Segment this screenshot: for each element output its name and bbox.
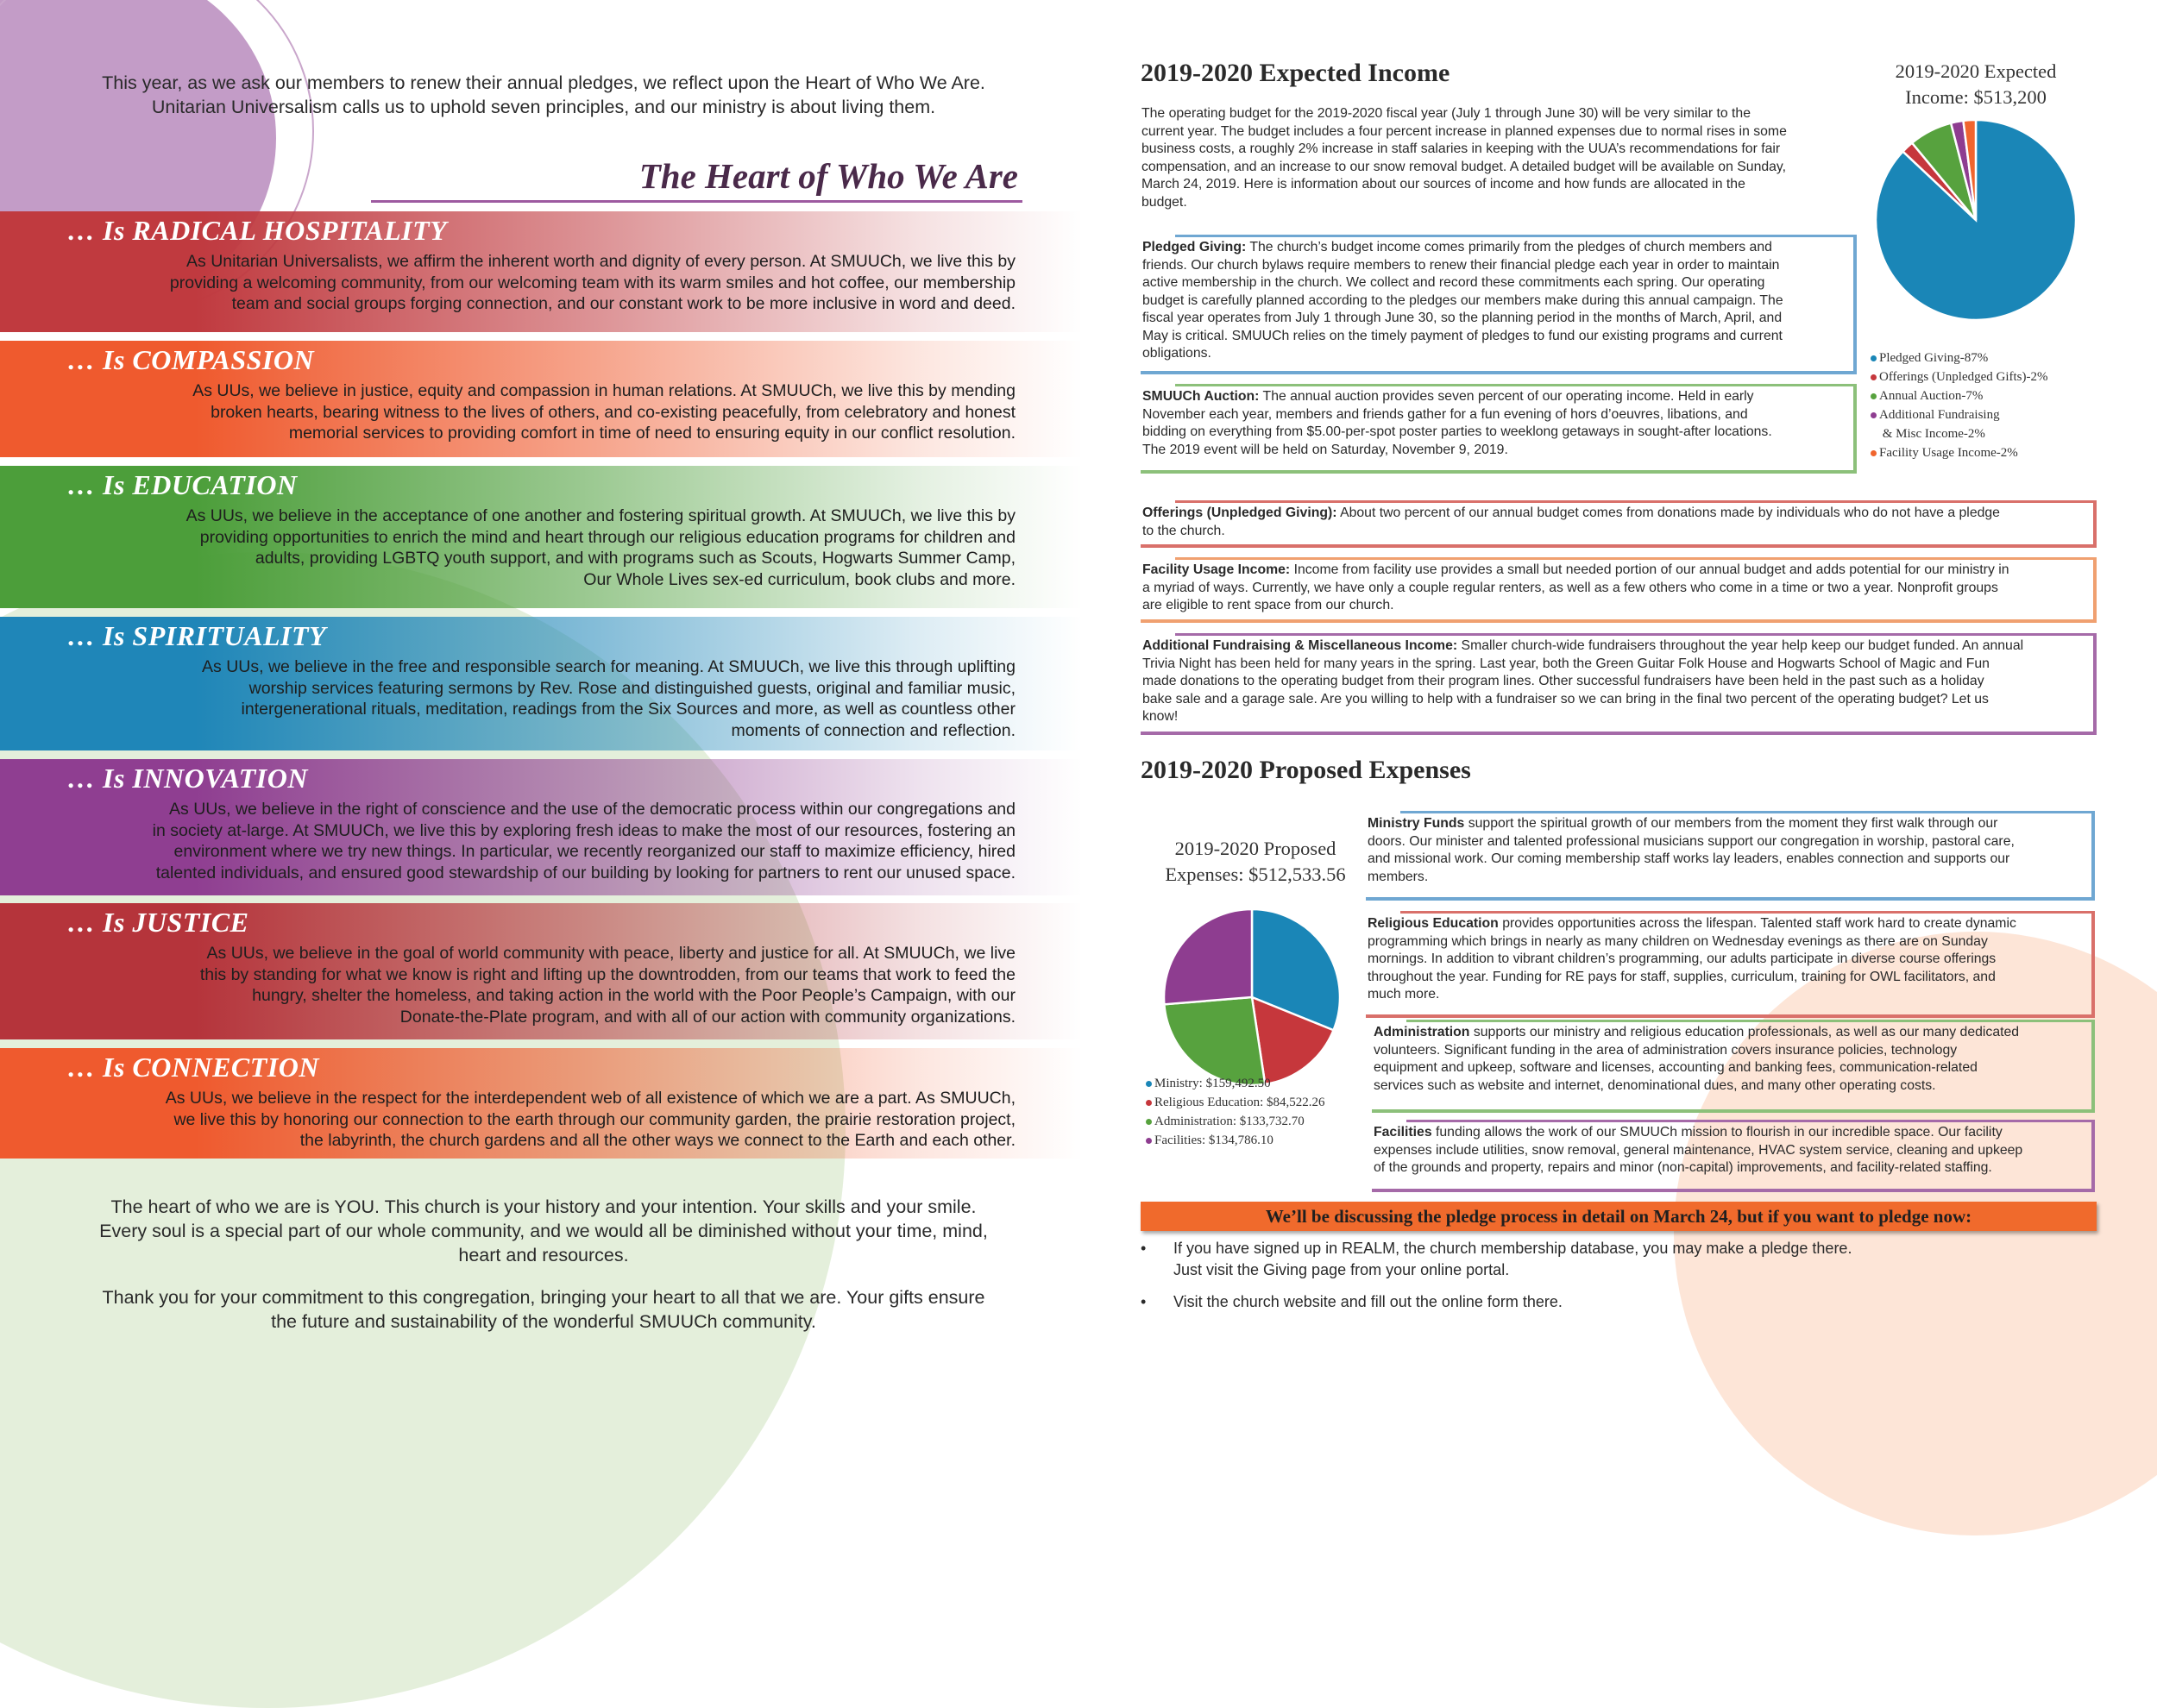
legend-label: Administration: $133,732.70	[1154, 1115, 1305, 1128]
text-box-text: Trivia Night has been held for many years in the spring. Last year, both the Green Guitar Folk House and Hogwarts School of Magic and Fun	[1142, 656, 1990, 671]
income-intro	[1141, 105, 1858, 211]
text-box-text: obligations.	[1142, 346, 1211, 361]
text-box-text: active membership in the church. We collect and record these commitments each spring. Our operating	[1142, 275, 1765, 290]
value-band	[0, 211, 1083, 332]
income-chart-title	[1855, 59, 2097, 110]
text-box-line	[1142, 691, 2090, 709]
text-box-line	[1142, 442, 1850, 460]
text-box-top-edge	[1400, 811, 2095, 813]
text-box-text: and missional work. Our coming membership staff works lay leaders, enables connection and supports our	[1368, 851, 2010, 866]
band-text-line: we live this by honoring our connection to the earth through our community garden, the prairie restoration project,	[173, 1109, 1016, 1129]
text-box-text: mornings. In addition to vibrant children’s programming, our adults participate in diverse course offerings	[1368, 951, 1997, 966]
expenses-heading: 2019-2020 Proposed Expenses	[1141, 756, 1471, 784]
text-box-text: volunteers. Significant funding in the area of administration covers insurance policies, technology	[1374, 1042, 1958, 1058]
text-box-line	[1142, 388, 1850, 406]
income-chart-legend	[1871, 349, 2104, 462]
legend-item	[1871, 424, 2104, 443]
income-intro-line: business costs, a roughly 2% increase in staff salaries in keeping with the UUA’s recommendations for fair	[1141, 141, 1781, 156]
text-box-label: Additional Fundraising & Miscellaneous Income:	[1142, 638, 1458, 653]
band-text-line: As UUs, we believe in justice, equity and compassion in human relations. At SMUUCh, we live this by mending	[192, 381, 1016, 400]
band-text-line: Our Whole Lives sex-ed curriculum, book clubs and more.	[583, 569, 1016, 589]
band-heading: … Is INNOVATION	[67, 763, 308, 794]
text-box-text: The 2019 event will be held on Saturday, November 9, 2019.	[1142, 442, 1508, 457]
income-chart-title-line: Income: $513,200	[1905, 86, 2047, 108]
text-box-text: made donations to the operating budget from their program lines. Other successful fundraisers have been held in the past such as a holiday	[1142, 674, 1984, 688]
income-intro-line: The operating budget for the 2019-2020 fiscal year (July 1 through June 30) will be very similar to the	[1141, 106, 1751, 121]
legend-label: Ministry: $159,492.50	[1154, 1077, 1271, 1090]
bullet-text: Visit the church website and fill out the online form there.	[1173, 1293, 1563, 1310]
band-text-line: hungry, shelter the homeless, and taking action in the world with the Poor People’s Campaign, with our	[252, 986, 1016, 1005]
text-box-text: doors. Our minister and talented professional musicians support our congregation in worship, pastoral care,	[1368, 833, 2015, 849]
pledge-instructions	[1141, 1238, 2090, 1313]
text-box-text: Smaller church-wide fundraisers throughout the year help keep our budget funded. An annual	[1457, 638, 2024, 653]
expense-chart-title-line: 2019-2020 Proposed	[1174, 838, 1336, 859]
text-box-text: bake sale and a garage sale. Are you willing to help with a fundraiser so we can bring in the final two percent of the operating budget? Let us	[1142, 691, 1989, 706]
bullet-text: Just visit the Giving page from your online portal.	[1173, 1261, 1510, 1278]
band-heading: … Is COMPASSION	[67, 344, 315, 375]
intro-line: This year, as we ask our members to renew their annual pledges, we reflect upon the Heart of Who We Are.	[102, 72, 985, 93]
text-box-text: programming which brings in nearly as many children on Wednesday evenings as there are on Sunday	[1368, 933, 1988, 949]
closing-line: Thank you for your commitment to this congregation, bringing your heart to all that we are. Your gifts ensure	[102, 1287, 985, 1308]
text-box-text: know!	[1142, 709, 1179, 724]
text-box-content	[1374, 1124, 2088, 1177]
band-text-line: providing opportunities to enrich the mind and heart through our religious education programs for children and	[199, 527, 1016, 547]
text-box-text: friends. Our church bylaws require members to renew their financial pledge each year in order to maintain	[1142, 257, 1780, 273]
text-box-content	[1142, 388, 1850, 459]
band-text-line: As UUs, we believe in the goal of world community with peace, liberty and justice for all. At SMUUCh, we live	[206, 944, 1016, 963]
band-text-line: this by standing for what we know is right and lifting up the downtrodden, from our teams that work to feed the	[199, 964, 1016, 984]
text-box-text: supports our ministry and religious education professionals, as well as our many dedicated	[1469, 1025, 2020, 1039]
legend-item	[1146, 1112, 1387, 1131]
text-box-top-edge	[1175, 500, 2097, 503]
band-text-line: As UUs, we believe in the respect for the interdependent web of all existence of which we are a part. As SMUUCh,	[165, 1089, 1016, 1108]
text-box-text: bidding on everything from $5.00-per-spot poster parties to weeklong getaways in sought-after locations.	[1142, 424, 1772, 439]
text-box-top-edge	[1175, 557, 2097, 560]
value-band	[0, 1048, 1083, 1159]
text-box-label: Pledged Giving:	[1142, 240, 1247, 254]
text-box-text: The church’s budget income comes primarily from the pledges of church members and	[1246, 240, 1772, 254]
legend-label: Facilities: $134,786.10	[1154, 1133, 1273, 1147]
band-text-line: memorial services to providing comfort in time of need to ensuring equity in our conflict resolution.	[288, 424, 1016, 443]
text-box-line	[1142, 562, 2090, 580]
text-box-text: May is critical. SMUUCh relies on the timely payment of pledges to fund our existing programs and current	[1142, 328, 1783, 343]
text-box-line	[1142, 597, 2090, 615]
band-heading: … Is JUSTICE	[67, 907, 249, 938]
band-text	[166, 1088, 1016, 1152]
text-box-line	[1142, 637, 2090, 656]
text-box-text: a myriad of ways. Currently, we have only a couple regular renters, as well as a few others who come in a time or two a year. Nonprofit groups	[1142, 580, 1998, 595]
value-band	[0, 466, 1083, 608]
legend-label: Facility Usage Income-2%	[1879, 446, 2018, 460]
text-box-text: much more.	[1368, 987, 1440, 1002]
text-box-text: The annual auction provides seven percent of our operating income. Held in early	[1259, 389, 1754, 404]
text-box-label: Offerings (Unpledged Giving):	[1142, 505, 1337, 520]
text-box-content	[1368, 815, 2088, 886]
legend-swatch	[1871, 393, 1877, 399]
band-text	[170, 251, 1016, 315]
text-box-line	[1368, 951, 2088, 969]
income-intro-line: March 24, 2019. Here is information about our sources of income and how funds are allocated in the	[1141, 177, 1745, 192]
bullet-text: If you have signed up in REALM, the church membership database, you may make a pledge there.	[1173, 1240, 1852, 1257]
value-band	[0, 341, 1083, 457]
band-text-line: worship services featuring sermons by Rev. Rose and distinguished guests, original and familiar music,	[248, 678, 1016, 698]
expense-chart-legend	[1146, 1074, 1387, 1150]
text-box-line	[1142, 345, 1850, 363]
text-box-text: of the grounds and property, repairs and minor (non-capital) improvements, and facility-related staffing.	[1374, 1160, 1992, 1175]
legend-label: Additional Fundraising	[1879, 408, 2000, 422]
intro-line: Unitarian Universalism calls us to uphold seven principles, and our ministry is about living them.	[151, 97, 936, 117]
legend-swatch	[1871, 412, 1877, 418]
text-box-label: Religious Education	[1368, 916, 1499, 931]
text-box-content	[1374, 1024, 2088, 1095]
bullet-item	[1141, 1238, 2090, 1281]
text-box-content	[1142, 505, 2090, 540]
legend-item	[1871, 367, 2104, 386]
text-box-text: members.	[1368, 869, 1429, 884]
expense-chart-title	[1135, 836, 1376, 888]
text-box-label: Ministry Funds	[1368, 816, 1465, 831]
text-box-line	[1142, 406, 1850, 424]
text-box-line	[1142, 310, 1850, 328]
text-box-label: SMUUCh Auction:	[1142, 389, 1260, 404]
value-band	[0, 759, 1083, 895]
title-underline	[371, 200, 1022, 203]
text-box-line	[1142, 505, 2090, 523]
text-box-label: Administration	[1374, 1025, 1470, 1039]
band-text-line: adults, providing LGBTQ youth support, and with programs such as Scouts, Hogwarts Summer Camp,	[255, 549, 1016, 568]
text-box-line	[1142, 656, 2090, 674]
page-title: The Heart of Who We Are	[638, 156, 1018, 196]
text-box-line	[1142, 708, 2090, 726]
closing-line: the future and sustainability of the wonderful SMUUCh community.	[271, 1311, 816, 1332]
income-intro-line: budget.	[1141, 194, 1187, 210]
text-box-text: services such as website and internet, denominational dues, and many other operating costs.	[1374, 1077, 1936, 1093]
text-box-line	[1142, 257, 1850, 275]
band-text-line: the labyrinth, the church gardens and all the other ways we connect to the Earth and each other.	[299, 1131, 1016, 1150]
text-box-text: Income from facility use provides a small but needed portion of our annual budget and adds potential for our ministry in	[1290, 562, 2009, 577]
text-box-text: are eligible to rent space from our church.	[1142, 598, 1394, 612]
band-text	[192, 380, 1016, 444]
bullet-marker: •	[1141, 1240, 1147, 1257]
text-box-text: fiscal year operates from July 1 through June 30, so the planning period in the months of March, April, and	[1142, 311, 1783, 325]
legend-item	[1871, 443, 2104, 462]
band-text-line: As UUs, we believe in the right of conscience and the use of the democratic process within our congregations and	[169, 800, 1016, 819]
closing-paragraph-2	[69, 1285, 1018, 1334]
legend-swatch	[1146, 1081, 1152, 1087]
text-box-line	[1374, 1024, 2088, 1042]
income-heading: 2019-2020 Expected Income	[1141, 59, 1450, 87]
income-pie-chart	[1872, 116, 2079, 323]
legend-label: Offerings (Unpledged Gifts)-2%	[1879, 370, 2048, 384]
band-text-line: providing a welcoming community, from our welcoming team with its warm smiles and hot coffee, our membership	[169, 273, 1016, 292]
text-box-text: November each year, members and friends gather for a fun evening of hors d’oeuvres, libations, and	[1142, 406, 1748, 422]
band-text	[200, 943, 1016, 1027]
legend-swatch	[1146, 1100, 1152, 1106]
text-box-content	[1368, 915, 2088, 1004]
band-text-line: talented individuals, and ensured good stewardship of our building by looking for partners to rent our unused space.	[155, 863, 1016, 882]
text-box-line	[1374, 1124, 2088, 1142]
text-box-text: support the spiritual growth of our members from the moment they first walk through our	[1464, 816, 1998, 831]
text-box-line	[1368, 851, 2088, 869]
text-box-text: expenses include utilities, snow removal, general maintenance, HVAC system service, cleaning and upkeep	[1374, 1142, 2023, 1158]
band-text-line: Donate-the-Plate program, and with all of our action with community organizations.	[399, 1007, 1016, 1027]
legend-label: & Misc Income-2%	[1879, 427, 1985, 441]
band-text-line: in society at-large. At SMUUCh, we live this by exploring fresh ideas to make the most of our resources, fostering an	[152, 820, 1016, 840]
text-box-line	[1368, 869, 2088, 887]
text-box-top-edge	[1175, 633, 2097, 636]
band-text-line: moments of connection and reflection.	[731, 720, 1016, 740]
legend-item	[1146, 1074, 1387, 1093]
text-box-line	[1368, 933, 2088, 951]
band-text	[153, 799, 1016, 883]
text-box-top-edge	[1406, 1120, 2095, 1122]
text-box-line	[1142, 239, 1850, 257]
text-box-top-edge	[1406, 1020, 2095, 1022]
text-box-line	[1374, 1059, 2088, 1077]
closing-line: heart and resources.	[458, 1245, 629, 1265]
text-box-line	[1142, 292, 1850, 311]
text-box-line	[1374, 1042, 2088, 1060]
text-box-line	[1368, 833, 2088, 851]
text-box-line	[1142, 523, 2090, 541]
legend-label: Annual Auction-7%	[1879, 389, 1984, 403]
text-box-line	[1142, 580, 2090, 598]
text-box-text: throughout the year. Funding for RE pays for staff, supplies, curriculum, training for OWL facilitators, and	[1368, 969, 1996, 984]
band-heading: … Is SPIRITUALITY	[67, 620, 327, 651]
bullet-item	[1141, 1291, 2090, 1313]
legend-swatch	[1871, 450, 1877, 456]
legend-swatch	[1871, 374, 1877, 380]
legend-swatch	[1146, 1138, 1152, 1144]
band-text-line: broken hearts, bearing witness to the lives of others, and co-existing peacefully, from celebratory and honest	[211, 402, 1016, 422]
pie-slice-facilities	[1164, 909, 1252, 1004]
band-text-line: team and social groups forging connection, and our constant work to be more inclusive in word and deed.	[231, 294, 1016, 313]
band-heading: … Is RADICAL HOSPITALITY	[67, 215, 448, 246]
legend-item	[1871, 349, 2104, 367]
text-box-line	[1374, 1159, 2088, 1177]
text-box-line	[1368, 986, 2088, 1004]
text-box-line	[1142, 328, 1850, 346]
text-box-text: budget is carefully planned according to the pledges our members make during this annual campaign. The	[1142, 292, 1783, 308]
bullet-marker: •	[1141, 1293, 1147, 1310]
income-intro-line: compensation, and an increase to our snow removal budget. A detailed budget will be available on Sunday,	[1141, 159, 1787, 174]
text-box-text: equipment and upkeep, software and licenses, accounting and banking fees, communication-related	[1374, 1060, 1978, 1075]
band-text	[202, 656, 1016, 741]
pie-slice-administration	[1164, 997, 1265, 1085]
income-chart-title-line: 2019-2020 Expected	[1895, 60, 2057, 82]
income-intro-line: current year. The budget includes a four percent increase in planned expenses due to normal rises in some	[1141, 123, 1787, 139]
text-box-line	[1142, 424, 1850, 442]
band-text-line: As UUs, we believe in the free and responsible search for meaning. At SMUUCh, we live this through uplifting	[202, 657, 1016, 676]
expense-chart-title-line: Expenses: $512,533.56	[1165, 863, 1346, 885]
band-heading: … Is EDUCATION	[67, 469, 298, 500]
band-text-line: environment where we try new things. In particular, we recently reorganized our staff to maximize efficiency, hired	[173, 842, 1016, 861]
band-text-line: As UUs, we believe in the acceptance of one another and fostering spiritual growth. At SMUUCh, we live this by	[186, 506, 1016, 525]
text-box-line	[1142, 673, 2090, 691]
pledge-banner: We’ll be discussing the pledge process in detail on March 24, but if you want to pledge now:	[1141, 1202, 2097, 1231]
legend-label: Religious Education: $84,522.26	[1154, 1096, 1325, 1109]
text-box-content	[1142, 239, 1850, 363]
legend-item	[1146, 1093, 1387, 1112]
text-box-text: funding allows the work of our SMUUCh mission to flourish in our incredible space. Our facility	[1431, 1125, 2003, 1140]
text-box-line	[1142, 274, 1850, 292]
band-text	[186, 505, 1016, 590]
legend-swatch	[1871, 355, 1877, 361]
expense-pie-chart	[1160, 906, 1343, 1089]
band-text-line: As Unitarian Universalists, we affirm the inherent worth and dignity of every person. At SMUUCh, we live this by	[186, 252, 1016, 271]
legend-label: Pledged Giving-87%	[1879, 351, 1989, 365]
legend-item	[1871, 405, 2104, 424]
text-box-text: About two percent of our annual budget comes from donations made by individuals who do not have a pledge	[1336, 505, 2000, 520]
text-box-text: to the church.	[1142, 523, 1225, 538]
text-box-line	[1368, 915, 2088, 933]
intro-text	[69, 71, 1018, 119]
band-heading: … Is CONNECTION	[67, 1052, 319, 1083]
text-box-top-edge	[1400, 911, 2095, 914]
band-text-line: intergenerational rituals, meditation, readings from the Six Sources and more, as well as countless other	[241, 700, 1016, 719]
text-box-label: Facility Usage Income:	[1142, 562, 1291, 577]
text-box-line	[1368, 815, 2088, 833]
closing-paragraph-1	[69, 1195, 1018, 1267]
legend-swatch	[1146, 1119, 1152, 1125]
text-box-label: Facilities	[1374, 1125, 1432, 1140]
text-box-top-edge	[1175, 384, 1857, 386]
closing-line: The heart of who we are is YOU. This church is your history and your intention. Your skills and your smile.	[110, 1196, 977, 1217]
text-box-content	[1142, 562, 2090, 615]
value-band	[0, 617, 1083, 750]
legend-item	[1146, 1131, 1387, 1150]
closing-line: Every soul is a special part of our whole community, and we would all be diminished without your time, mind,	[99, 1221, 988, 1241]
text-box-line	[1374, 1142, 2088, 1160]
text-box-content	[1142, 637, 2090, 726]
text-box-line	[1368, 969, 2088, 987]
text-box-line	[1374, 1077, 2088, 1096]
legend-item	[1871, 386, 2104, 405]
value-band	[0, 903, 1083, 1039]
text-box-top-edge	[1175, 235, 1857, 237]
text-box-text: provides opportunities across the lifespan. Talented staff work hard to create dynamic	[1498, 916, 2016, 931]
